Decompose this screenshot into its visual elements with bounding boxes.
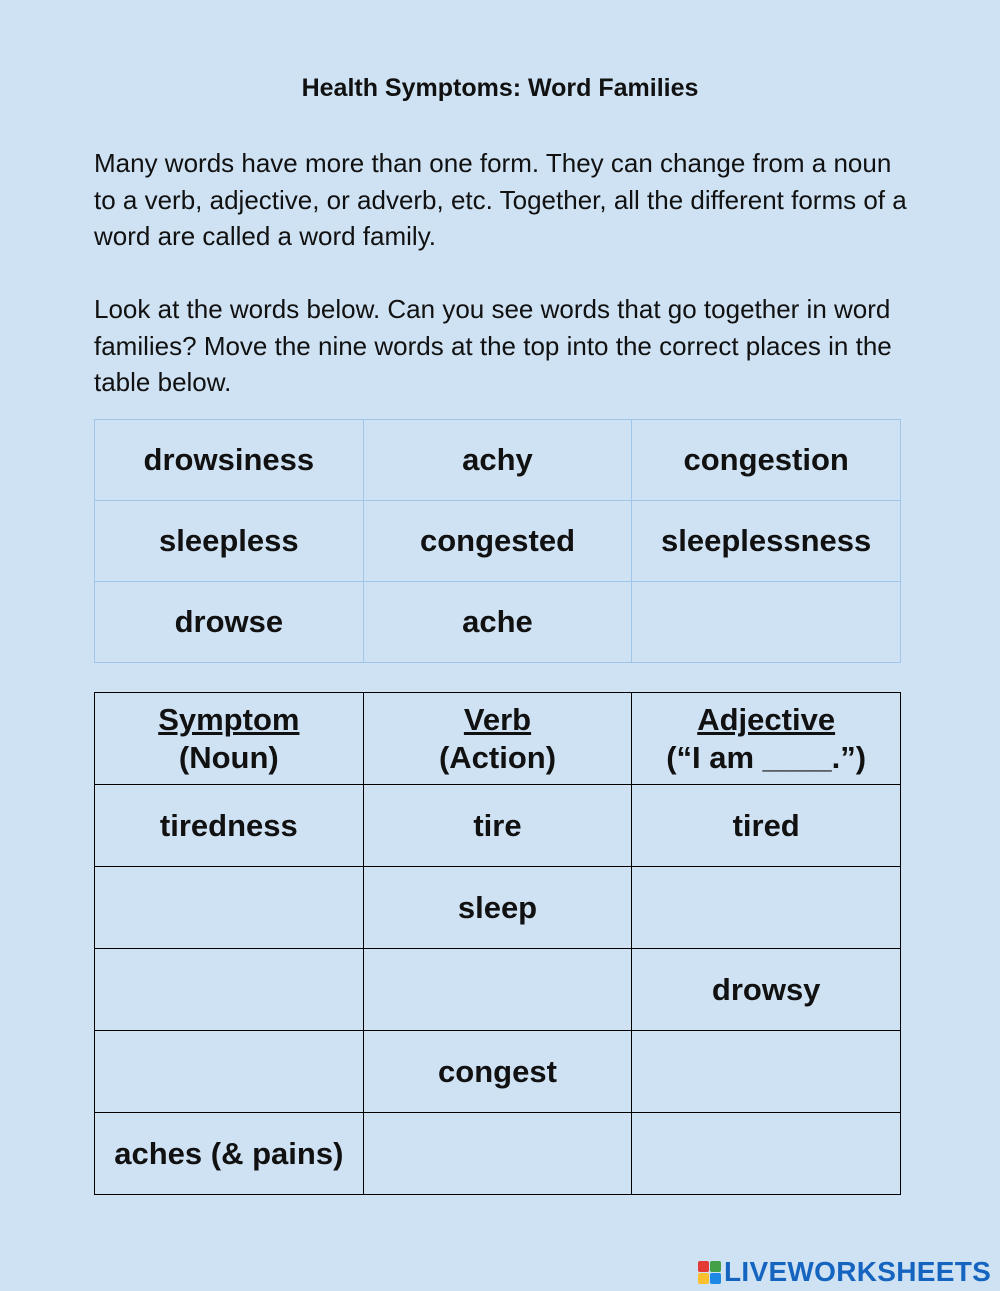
word-tile-congestion[interactable]: congestion	[632, 420, 901, 501]
logo-text: LIVEWORKSHEETS	[724, 1256, 992, 1287]
page-title: Health Symptoms: Word Families	[301, 74, 699, 102]
instructions-paragraph: Look at the words below. Can you see words that go together in word families? Move the nine words at the top into the correct places in the table below.	[94, 294, 892, 397]
liveworksheets-logo-icon	[698, 1261, 721, 1284]
table-row	[95, 1031, 901, 1113]
word-bank-row	[95, 501, 901, 582]
noun-cell: aches (& pains)	[95, 1113, 364, 1195]
word-bank-row	[95, 582, 901, 663]
adjective-drop-cell[interactable]	[632, 1031, 901, 1113]
table-row	[95, 785, 901, 867]
header-symptom-label: Symptom	[158, 701, 300, 737]
table-row	[95, 867, 901, 949]
table-row	[95, 949, 901, 1031]
word-tile-achy[interactable]: achy	[363, 420, 632, 501]
header-adjective-sub: (“I am ____.”)	[666, 739, 867, 775]
header-symptom	[95, 693, 364, 785]
adjective-cell: drowsy	[632, 949, 901, 1031]
header-verb	[363, 693, 632, 785]
verb-cell: tire	[363, 785, 632, 867]
noun-cell: tiredness	[95, 785, 364, 867]
noun-drop-cell[interactable]	[95, 1031, 364, 1113]
liveworksheets-logo	[698, 1256, 991, 1288]
header-verb-label: Verb	[463, 701, 532, 737]
header-adjective-label: Adjective	[697, 701, 836, 737]
adjective-cell: tired	[632, 785, 901, 867]
noun-drop-cell[interactable]	[95, 867, 364, 949]
word-tile-ache[interactable]: ache	[363, 582, 632, 663]
adjective-drop-cell[interactable]	[632, 867, 901, 949]
verb-cell: sleep	[363, 867, 632, 949]
table-row	[95, 1113, 901, 1195]
noun-drop-cell[interactable]	[95, 949, 364, 1031]
table-header-row	[95, 693, 901, 785]
word-tile-sleepless[interactable]: sleepless	[95, 501, 364, 582]
word-bank	[94, 419, 901, 663]
header-adjective	[632, 693, 901, 785]
adjective-drop-cell[interactable]	[632, 1113, 901, 1195]
verb-cell: congest	[363, 1031, 632, 1113]
word-bank-row	[95, 420, 901, 501]
verb-drop-cell[interactable]	[363, 949, 632, 1031]
word-family-table	[94, 692, 901, 1195]
word-tile-drowse[interactable]: drowse	[95, 582, 364, 663]
word-tile-drowsiness[interactable]: drowsiness	[95, 420, 364, 501]
header-symptom-sub: (Noun)	[178, 739, 279, 775]
header-verb-sub: (Action)	[438, 739, 557, 775]
word-tile-congested[interactable]: congested	[363, 501, 632, 582]
verb-drop-cell[interactable]	[363, 1113, 632, 1195]
intro-paragraph: Many words have more than one form. They can change from a noun to a verb, adjective, or adverb, etc. Together, all the different forms of a word are called a word family.	[94, 148, 907, 251]
word-bank-empty-cell	[632, 582, 901, 663]
word-tile-sleeplessness[interactable]: sleeplessness	[632, 501, 901, 582]
